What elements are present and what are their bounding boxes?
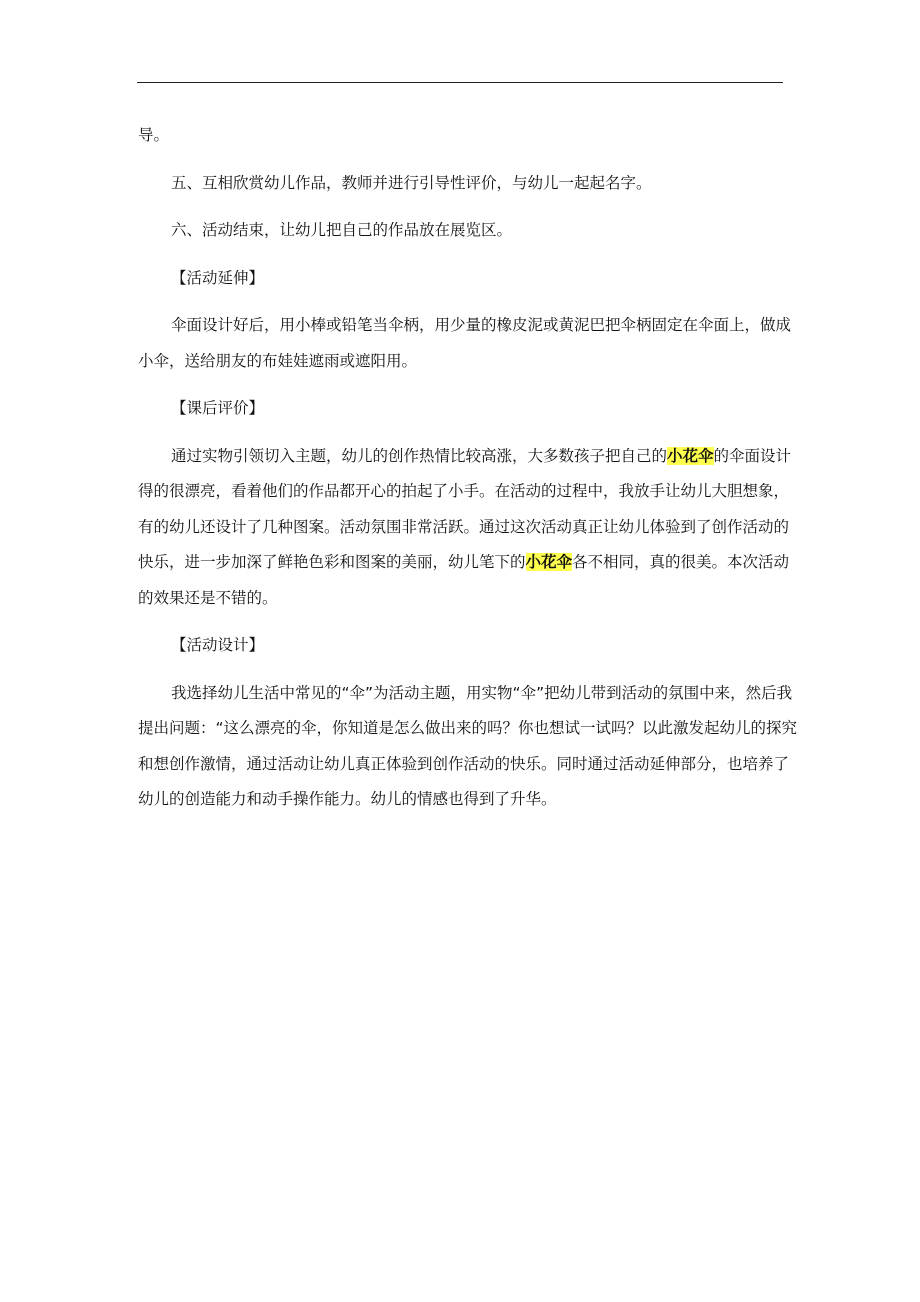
paragraph-step-5: 五、互相欣赏幼儿作品，教师并进行引导性评价，与幼儿一起起名字。 [171,173,652,192]
heading-activity-extension: 【活动延伸】 [171,268,265,287]
paragraph-design: 我选择幼儿生活中常见的“伞”为活动主题，用实物“伞”把幼儿带到活动的氛围中来，然后我提出问题：“这么漂亮的伞，你知道是怎么做出来的吗？你也想试一试吗？以此激发起幼儿的探究和想创作激情，通过活动让幼儿真正体验到创作活动的快乐。同时通过活动延伸部分，也培养了幼儿的创造能力和动手操作能力。幼儿的情感也得到了升华。 [138,683,798,808]
paragraph-step-6: 六、活动结束，让幼儿把自己的作品放在展览区。 [171,221,513,239]
evaluation-text-a: 通过实物引领切入主题，幼儿的创作热情比较高涨，大多数孩子把自己的 [171,446,668,465]
paragraph-continuation: 导。 [138,126,170,144]
evaluation-text-b: 的伞面设计得的很漂亮，看着他们的作品都开心的拍起了小手。在活动的过程中，我放手让幼儿大胆想象，有的幼儿还设计了几种图案。活动氛围非常活跃。通过这次活动真正让幼儿体验到了创作活动的快乐，进一步加深了鲜艳色彩和图案的美丽，幼儿笔下的 [138,446,792,571]
heading-post-class-evaluation: 【课后评价】 [171,399,265,417]
evaluation-text-c: 各不相同，真的很美。本次活动的效果还是不错的。 [138,553,790,607]
document-body [138,118,798,830]
heading-activity-design: 【活动设计】 [171,636,265,654]
header-rule [137,82,783,83]
highlight-keyword: 小花伞 [667,446,714,465]
paragraph-evaluation [138,439,798,617]
paragraph-extension: 伞面设计好后，用小棒或铅笔当伞柄，用少量的橡皮泥或黄泥巴把伞柄固定在伞面上，做成小伞，送给朋友的布娃娃遮雨或遮阳用。 [138,316,792,370]
highlight-keyword: 小花伞 [525,553,573,571]
